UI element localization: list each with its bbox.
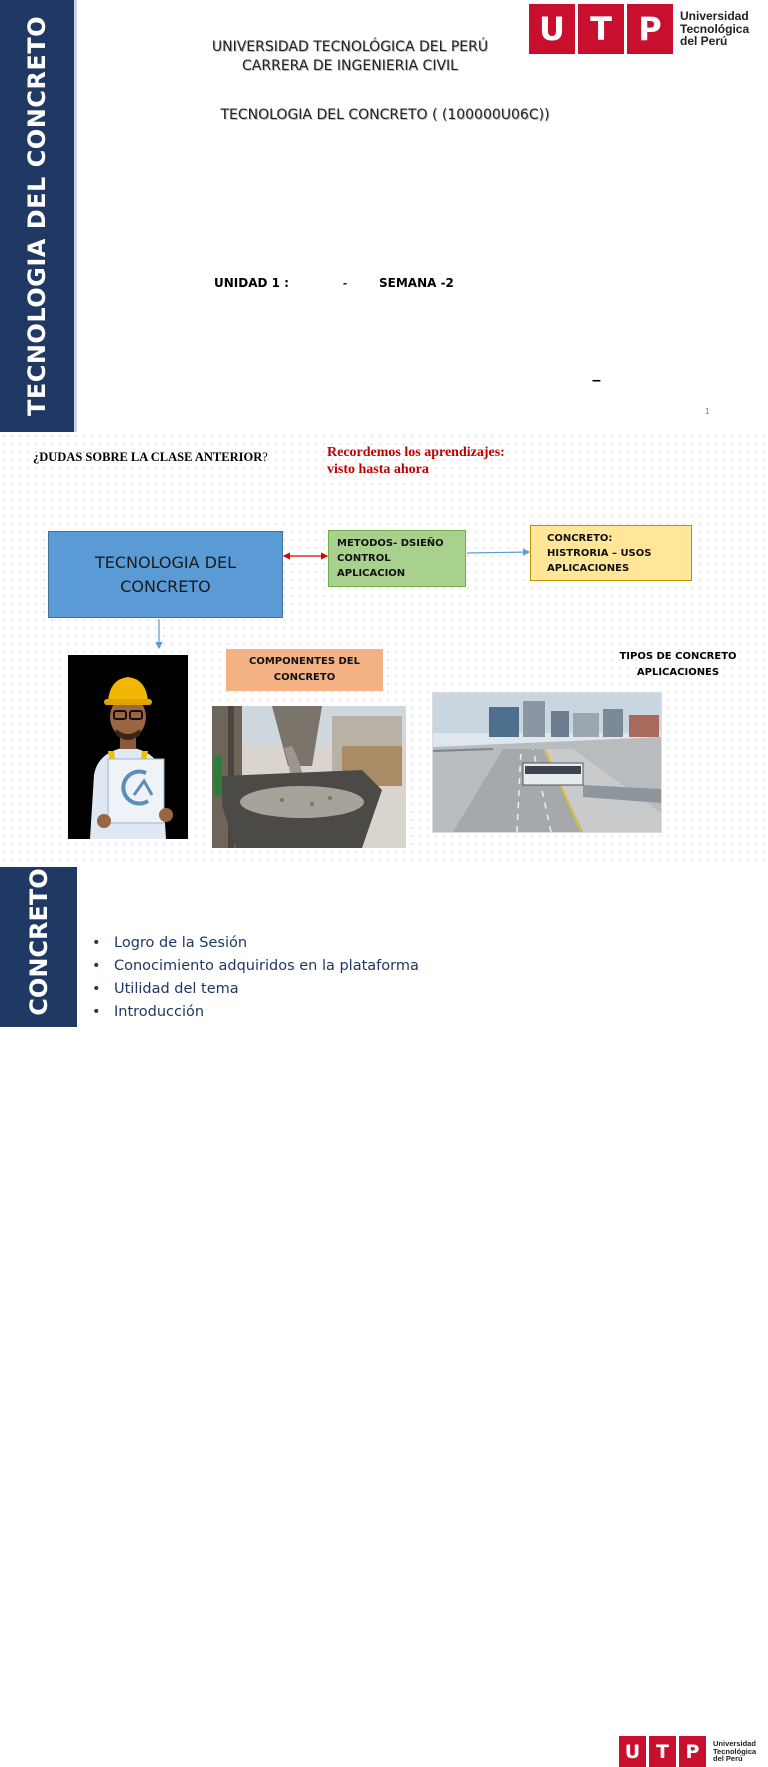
title-sidebar	[0, 0, 74, 432]
sidebar-title: TECNOLOGIA DEL CONCRETO	[23, 15, 51, 417]
logo-brand-text: Universidad Tecnológica del Perú	[680, 9, 750, 49]
engineer-illustration	[68, 655, 188, 839]
arrow-methods-to-concrete	[467, 552, 529, 553]
agenda-item: • Logro de la Sesión	[92, 932, 419, 955]
university-heading	[150, 38, 550, 76]
components-box: COMPONENTES DEL CONCRETO	[226, 649, 383, 691]
dash-mark: –	[592, 372, 601, 389]
logo-letter-u: U	[529, 4, 575, 54]
logo-letter-t: T	[578, 4, 624, 54]
concrete-pouring-photo	[212, 706, 406, 848]
agenda-list	[92, 932, 419, 1024]
agenda-slide	[0, 864, 768, 1764]
course-title: TECNOLOGIA DEL CONCRETO ( (100000U06C))	[220, 107, 550, 123]
unit-label: UNIDAD 1 :	[214, 276, 289, 290]
university-name: UNIVERSIDAD TECNOLÓGICA DEL PERÚ	[211, 39, 489, 55]
utp-logo	[529, 4, 749, 54]
agenda-item: • Introducción	[92, 1001, 419, 1024]
title-slide	[0, 0, 768, 432]
utp-logo-agenda: U T P Universidad Tecnológica del Perú	[619, 1736, 756, 1767]
agenda-item: • Utilidad del tema	[92, 978, 419, 1001]
agenda-sidebar	[0, 867, 77, 1027]
sidebar-edge	[74, 0, 77, 432]
question-heading: ¿DUDAS SOBRE LA CLASE ANTERIOR?	[33, 450, 268, 464]
unit-dash: -	[343, 276, 347, 290]
career-name: CARRERA DE INGENIERIA CIVIL	[242, 58, 458, 74]
recap-slide	[0, 432, 768, 864]
logo-letter-p: P	[627, 4, 673, 54]
highway-bus-photo	[432, 692, 662, 833]
agenda-item: • Conocimiento adquiridos en la plataforma	[92, 955, 419, 978]
week-label: SEMANA -2	[379, 276, 454, 290]
recall-heading: Recordemos los aprendizajes: visto hasta ahora	[327, 445, 505, 477]
agenda-sidebar-title: CONCRETO	[25, 868, 53, 1016]
concrete-types-label: TIPOS DE CONCRETO APLICACIONES	[619, 651, 737, 678]
page-number: 1	[705, 407, 710, 416]
concrete-history-box: CONCRETO: HISTRORIA – USOS APLICACIONES	[530, 525, 692, 581]
main-topic-box: TECNOLOGIA DEL CONCRETO	[48, 531, 283, 618]
methods-box: METODOS- DSIEÑO CONTROL APLICACION	[328, 530, 466, 587]
